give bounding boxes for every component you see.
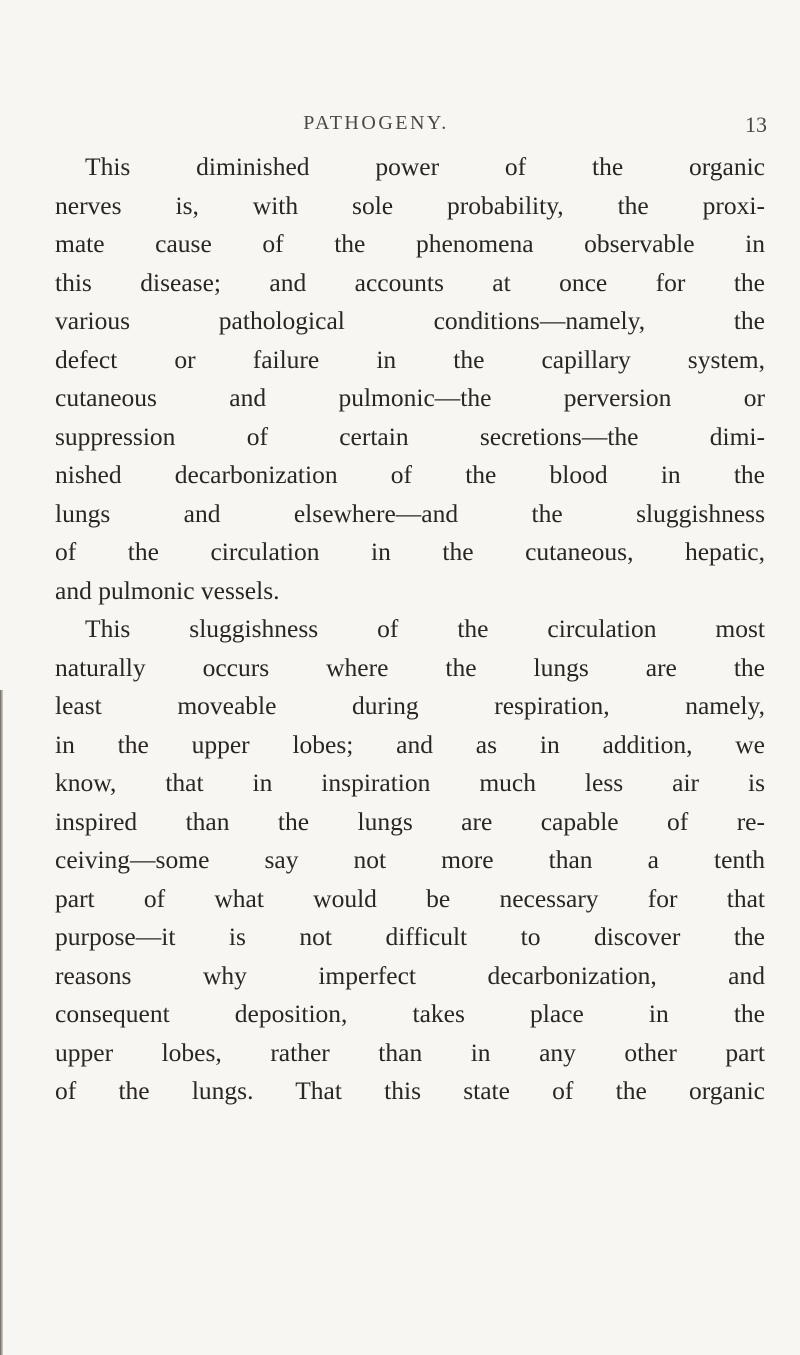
text-line: in the upper lobes; and as in addition, we	[55, 729, 765, 759]
text-line: and pulmonic vessels.	[55, 575, 280, 605]
text-line: of the circulation in the cutaneous, hepatic,	[55, 537, 765, 566]
text-line: mate cause of the phenomena observable in	[55, 229, 765, 258]
text-line: this disease; and accounts at once for the	[55, 267, 765, 297]
text-line: consequent deposition, takes place in the	[55, 999, 765, 1028]
running-title: PATHOGENY.	[303, 112, 449, 134]
text-line: various pathological conditions—namely, the	[55, 306, 765, 335]
text-line: This diminished power of the organic	[85, 152, 765, 181]
text-line: of the lungs. That this state of the organic	[55, 1076, 765, 1105]
text-line: upper lobes, rather than in any other part	[55, 1037, 765, 1067]
page-number: 13	[745, 112, 767, 137]
text-line: suppression of certain secretions—the dimi-	[55, 421, 765, 451]
text-line: cutaneous and pulmonic—the perversion or	[55, 383, 765, 412]
text-line: least moveable during respiration, namely,	[55, 691, 765, 720]
text-line: lungs and elsewhere—and the sluggishness	[55, 498, 765, 528]
text-line: defect or failure in the capillary system,	[55, 344, 765, 374]
text-line: part of what would be necessary for that	[55, 883, 765, 913]
running-head	[56, 112, 772, 142]
text-line: inspired than the lungs are capable of re-	[55, 806, 765, 836]
text-line: ceiving—some say not more than a tenth	[55, 845, 765, 874]
text-line: reasons why imperfect decarbonization, and	[55, 960, 765, 990]
body-text	[55, 148, 765, 1111]
text-line: nished decarbonization of the blood in the	[55, 460, 765, 489]
page-edge-shadow	[0, 690, 3, 1355]
text-line: know, that in inspiration much less air is	[55, 768, 765, 797]
text-line: This sluggishness of the circulation most	[85, 614, 765, 643]
text-line: naturally occurs where the lungs are the	[55, 652, 765, 682]
text-line: nerves is, with sole probability, the proxi-	[55, 190, 765, 220]
text-line: purpose—it is not difficult to discover the	[55, 922, 765, 951]
